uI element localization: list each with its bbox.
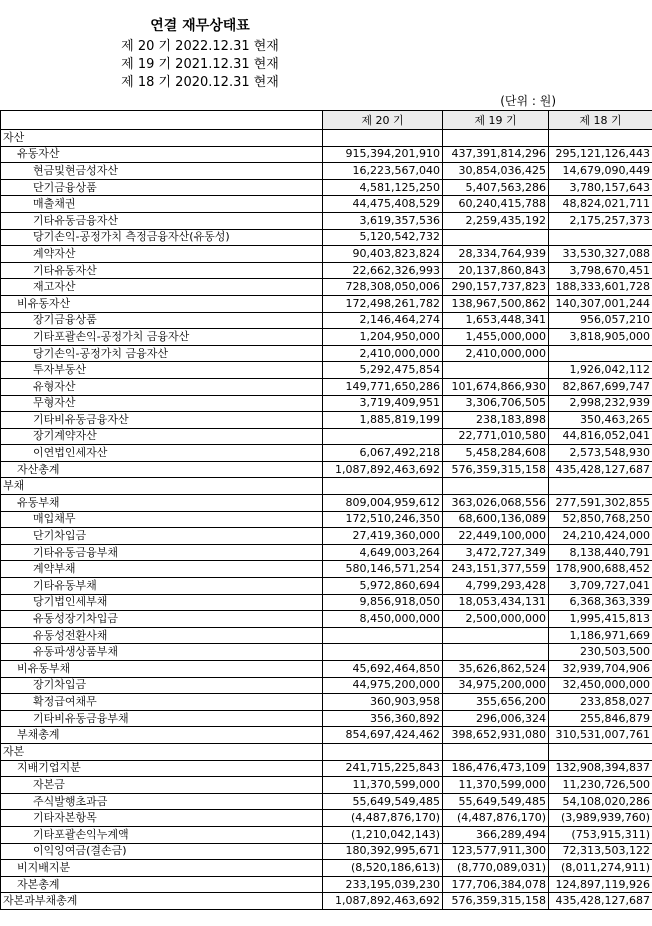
row-value: 233,195,039,230: [323, 876, 443, 893]
row-value: 2,259,435,192: [443, 212, 549, 229]
table-row: [1, 860, 652, 877]
row-value: 1,087,892,463,692: [323, 461, 443, 478]
row-value: 3,619,357,536: [323, 212, 443, 229]
row-label: 비지배지분: [1, 860, 323, 877]
row-value: 230,503,500: [549, 644, 652, 661]
row-value: [323, 478, 443, 495]
row-value: 1,885,819,199: [323, 412, 443, 429]
row-value: 172,510,246,350: [323, 511, 443, 528]
row-value: 44,816,052,041: [549, 428, 652, 445]
row-value: 576,359,315,158: [443, 461, 549, 478]
row-value: 24,210,424,000: [549, 528, 652, 545]
row-value: [443, 478, 549, 495]
table-row: [1, 329, 652, 346]
row-value: 138,967,500,862: [443, 295, 549, 312]
header-blank: [1, 111, 323, 130]
row-value: 366,289,494: [443, 826, 549, 843]
row-label: 투자부동산: [1, 362, 323, 379]
row-value: 48,824,021,711: [549, 196, 652, 213]
row-value: (8,011,274,911): [549, 860, 652, 877]
row-label: 유동파생상품부채: [1, 644, 323, 661]
row-value: 3,780,157,643: [549, 179, 652, 196]
row-value: 14,679,090,449: [549, 163, 652, 180]
row-value: (3,989,939,760): [549, 810, 652, 827]
row-label: 장기금융상품: [1, 312, 323, 329]
row-value: 22,449,100,000: [443, 528, 549, 545]
row-value: 27,419,360,000: [323, 528, 443, 545]
row-value: 241,715,225,843: [323, 760, 443, 777]
row-label: 유동자산: [1, 146, 323, 163]
row-value: 5,972,860,694: [323, 578, 443, 595]
row-label: 당기법인세부채: [1, 594, 323, 611]
row-value: 11,370,599,000: [323, 777, 443, 794]
row-value: 2,146,464,274: [323, 312, 443, 329]
row-value: [549, 229, 652, 246]
row-value: 149,771,650,286: [323, 378, 443, 395]
row-value: 363,026,068,556: [443, 495, 549, 512]
table-row: [1, 561, 652, 578]
table-row: [1, 578, 652, 595]
row-label: 비유동부채: [1, 661, 323, 678]
column-header-18: 제 18 기: [549, 111, 652, 130]
row-value: 32,939,704,906: [549, 661, 652, 678]
row-label: 자산총계: [1, 461, 323, 478]
row-value: 437,391,814,296: [443, 146, 549, 163]
row-label: 부채총계: [1, 727, 323, 744]
table-row: [1, 893, 652, 910]
row-value: 55,649,549,485: [443, 793, 549, 810]
row-value: 60,240,415,788: [443, 196, 549, 213]
row-value: 124,897,119,926: [549, 876, 652, 893]
unit-label: (단위 : 원): [500, 94, 556, 108]
row-value: 435,428,127,687: [549, 893, 652, 910]
row-value: [323, 644, 443, 661]
row-value: 54,108,020,286: [549, 793, 652, 810]
table-row: [1, 262, 652, 279]
period-line-18: 제 18 기 2020.12.31 현재: [121, 75, 279, 90]
row-label: 계약자산: [1, 246, 323, 263]
table-row: [1, 345, 652, 362]
row-label: 기타유동금융자산: [1, 212, 323, 229]
row-value: (8,520,186,613): [323, 860, 443, 877]
table-row: [1, 843, 652, 860]
row-label: 주식발행초과금: [1, 793, 323, 810]
table-row: [1, 793, 652, 810]
balance-sheet-table: [0, 110, 652, 910]
table-row: [1, 445, 652, 462]
table-row: [1, 826, 652, 843]
row-value: 72,313,503,122: [549, 843, 652, 860]
row-label: 자산: [1, 130, 323, 147]
row-value: 18,053,434,131: [443, 594, 549, 611]
row-value: 4,649,003,264: [323, 544, 443, 561]
row-label: 지배기업지분: [1, 760, 323, 777]
row-value: 3,709,727,041: [549, 578, 652, 595]
row-value: [323, 428, 443, 445]
row-value: 356,360,892: [323, 710, 443, 727]
table-row: [1, 661, 652, 678]
row-value: 68,600,136,089: [443, 511, 549, 528]
row-value: 35,626,862,524: [443, 661, 549, 678]
row-value: 435,428,127,687: [549, 461, 652, 478]
row-value: 233,858,027: [549, 694, 652, 711]
table-row: [1, 528, 652, 545]
row-label: 기타비유동금융부채: [1, 710, 323, 727]
row-value: 277,591,302,855: [549, 495, 652, 512]
column-header-20: 제 20 기: [323, 111, 443, 130]
row-value: [443, 229, 549, 246]
row-label: 자본: [1, 743, 323, 760]
row-value: [323, 627, 443, 644]
row-label: 장기차입금: [1, 677, 323, 694]
column-header-19: 제 19 기: [443, 111, 549, 130]
row-value: 178,900,688,452: [549, 561, 652, 578]
table-row: [1, 130, 652, 147]
row-label: 기타포괄손익누계액: [1, 826, 323, 843]
row-label: 이연법인세자산: [1, 445, 323, 462]
row-value: 398,652,931,080: [443, 727, 549, 744]
row-label: 매입채무: [1, 511, 323, 528]
row-label: 이익잉여금(결손금): [1, 843, 323, 860]
statement-header: [0, 0, 652, 108]
row-value: 44,475,408,529: [323, 196, 443, 213]
row-value: 177,706,384,078: [443, 876, 549, 893]
row-value: 33,530,327,088: [549, 246, 652, 263]
row-value: [443, 130, 549, 147]
row-value: 52,850,768,250: [549, 511, 652, 528]
row-label: 매출채권: [1, 196, 323, 213]
row-value: 123,577,911,300: [443, 843, 549, 860]
row-value: 22,662,326,993: [323, 262, 443, 279]
table-row: [1, 412, 652, 429]
row-value: 2,500,000,000: [443, 611, 549, 628]
table-row: [1, 594, 652, 611]
row-value: [549, 478, 652, 495]
table-row: [1, 677, 652, 694]
row-value: 6,368,363,339: [549, 594, 652, 611]
row-value: 101,674,866,930: [443, 378, 549, 395]
row-label: 장기계약자산: [1, 428, 323, 445]
row-value: (8,770,089,031): [443, 860, 549, 877]
row-value: 580,146,571,254: [323, 561, 443, 578]
row-label: 단기차입금: [1, 528, 323, 545]
table-row: [1, 511, 652, 528]
row-value: 172,498,261,782: [323, 295, 443, 312]
row-value: 8,138,440,791: [549, 544, 652, 561]
row-value: 255,846,879: [549, 710, 652, 727]
row-label: 기타유동자산: [1, 262, 323, 279]
row-value: 3,798,670,451: [549, 262, 652, 279]
row-value: 854,697,424,462: [323, 727, 443, 744]
row-value: 3,472,727,349: [443, 544, 549, 561]
table-row: [1, 478, 652, 495]
row-value: 1,926,042,112: [549, 362, 652, 379]
row-value: 2,998,232,939: [549, 395, 652, 412]
row-value: [443, 362, 549, 379]
row-value: 22,771,010,580: [443, 428, 549, 445]
row-value: 180,392,995,671: [323, 843, 443, 860]
table-row: [1, 743, 652, 760]
table-row: [1, 627, 652, 644]
row-label: 계약부채: [1, 561, 323, 578]
row-value: 9,856,918,050: [323, 594, 443, 611]
row-value: 34,975,200,000: [443, 677, 549, 694]
table-row: [1, 727, 652, 744]
table-row: [1, 362, 652, 379]
row-value: [549, 130, 652, 147]
row-value: (4,487,876,170): [323, 810, 443, 827]
row-value: 915,394,201,910: [323, 146, 443, 163]
row-value: 355,656,200: [443, 694, 549, 711]
row-label: 기타유동금융부채: [1, 544, 323, 561]
row-label: 유동성장기차입금: [1, 611, 323, 628]
row-label: 재고자산: [1, 279, 323, 296]
row-label: 단기금융상품: [1, 179, 323, 196]
row-label: 자본총계: [1, 876, 323, 893]
row-value: [443, 743, 549, 760]
row-value: 55,649,549,485: [323, 793, 443, 810]
table-row: [1, 163, 652, 180]
table-row: [1, 876, 652, 893]
row-value: 82,867,699,747: [549, 378, 652, 395]
row-value: 90,403,823,824: [323, 246, 443, 263]
table-row: [1, 395, 652, 412]
row-value: [549, 743, 652, 760]
row-value: 1,455,000,000: [443, 329, 549, 346]
table-row: [1, 760, 652, 777]
row-value: 295,121,126,443: [549, 146, 652, 163]
table-row: [1, 312, 652, 329]
row-label: 당기손익-공정가치 측정금융자산(유동성): [1, 229, 323, 246]
row-value: 30,854,036,425: [443, 163, 549, 180]
table-row: [1, 246, 652, 263]
period-line-20: 제 20 기 2022.12.31 현재: [121, 39, 279, 54]
row-value: 809,004,959,612: [323, 495, 443, 512]
row-value: 296,006,324: [443, 710, 549, 727]
row-value: 4,581,125,250: [323, 179, 443, 196]
table-row: [1, 544, 652, 561]
row-label: 비유동자산: [1, 295, 323, 312]
row-value: 3,719,409,951: [323, 395, 443, 412]
row-value: 1,995,415,813: [549, 611, 652, 628]
row-value: 243,151,377,559: [443, 561, 549, 578]
row-value: 3,306,706,505: [443, 395, 549, 412]
row-label: 자본금: [1, 777, 323, 794]
row-value: 2,573,548,930: [549, 445, 652, 462]
row-value: (1,210,042,143): [323, 826, 443, 843]
row-value: 11,370,599,000: [443, 777, 549, 794]
row-value: 2,410,000,000: [443, 345, 549, 362]
row-value: [549, 345, 652, 362]
row-value: 4,799,293,428: [443, 578, 549, 595]
row-value: 6,067,492,218: [323, 445, 443, 462]
row-value: 186,476,473,109: [443, 760, 549, 777]
statement-title: 연결 재무상태표: [150, 18, 250, 34]
row-value: 956,057,210: [549, 312, 652, 329]
table-row: [1, 179, 652, 196]
row-label: 기타비유동금융자산: [1, 412, 323, 429]
row-value: 350,463,265: [549, 412, 652, 429]
table-row: [1, 212, 652, 229]
row-label: 기타자본항목: [1, 810, 323, 827]
row-value: 360,903,958: [323, 694, 443, 711]
row-value: 1,204,950,000: [323, 329, 443, 346]
row-value: [443, 627, 549, 644]
row-value: 11,230,726,500: [549, 777, 652, 794]
row-value: 728,308,050,006: [323, 279, 443, 296]
row-value: 3,818,905,000: [549, 329, 652, 346]
table-row: [1, 694, 652, 711]
row-label: 유동성전환사채: [1, 627, 323, 644]
row-value: 132,908,394,837: [549, 760, 652, 777]
row-value: 310,531,007,761: [549, 727, 652, 744]
row-value: 45,692,464,850: [323, 661, 443, 678]
header-row: [1, 111, 652, 130]
table-row: [1, 146, 652, 163]
row-label: 부채: [1, 478, 323, 495]
row-value: 140,307,001,244: [549, 295, 652, 312]
row-value: [323, 130, 443, 147]
table-row: [1, 428, 652, 445]
table-row: [1, 777, 652, 794]
row-value: 32,450,000,000: [549, 677, 652, 694]
row-value: 1,087,892,463,692: [323, 893, 443, 910]
row-value: 238,183,898: [443, 412, 549, 429]
row-value: 576,359,315,158: [443, 893, 549, 910]
row-value: [443, 644, 549, 661]
row-value: 1,653,448,341: [443, 312, 549, 329]
row-value: 20,137,860,843: [443, 262, 549, 279]
row-label: 자본과부채총계: [1, 893, 323, 910]
row-value: 44,975,200,000: [323, 677, 443, 694]
row-value: 188,333,601,728: [549, 279, 652, 296]
row-value: 5,458,284,608: [443, 445, 549, 462]
row-label: 유동부채: [1, 495, 323, 512]
row-label: 당기손익-공정가치 금융자산: [1, 345, 323, 362]
table-row: [1, 611, 652, 628]
table-row: [1, 495, 652, 512]
table-row: [1, 810, 652, 827]
row-label: 유형자산: [1, 378, 323, 395]
table-row: [1, 295, 652, 312]
row-value: 8,450,000,000: [323, 611, 443, 628]
row-label: 무형자산: [1, 395, 323, 412]
row-value: (4,487,876,170): [443, 810, 549, 827]
row-value: 5,292,475,854: [323, 362, 443, 379]
row-value: 5,407,563,286: [443, 179, 549, 196]
row-label: 기타유동부채: [1, 578, 323, 595]
row-label: 기타포괄손익-공정가치 금융자산: [1, 329, 323, 346]
row-value: 28,334,764,939: [443, 246, 549, 263]
table-row: [1, 279, 652, 296]
row-value: (753,915,311): [549, 826, 652, 843]
table-row: [1, 461, 652, 478]
row-value: 1,186,971,669: [549, 627, 652, 644]
row-value: 16,223,567,040: [323, 163, 443, 180]
table-row: [1, 378, 652, 395]
table-row: [1, 229, 652, 246]
row-value: [323, 743, 443, 760]
row-value: 5,120,542,732: [323, 229, 443, 246]
row-value: 290,157,737,823: [443, 279, 549, 296]
row-value: 2,175,257,373: [549, 212, 652, 229]
row-label: 확정급여채무: [1, 694, 323, 711]
table-row: [1, 710, 652, 727]
period-line-19: 제 19 기 2021.12.31 현재: [121, 57, 279, 72]
table-row: [1, 196, 652, 213]
table-row: [1, 644, 652, 661]
row-label: 현금및현금성자산: [1, 163, 323, 180]
row-value: 2,410,000,000: [323, 345, 443, 362]
